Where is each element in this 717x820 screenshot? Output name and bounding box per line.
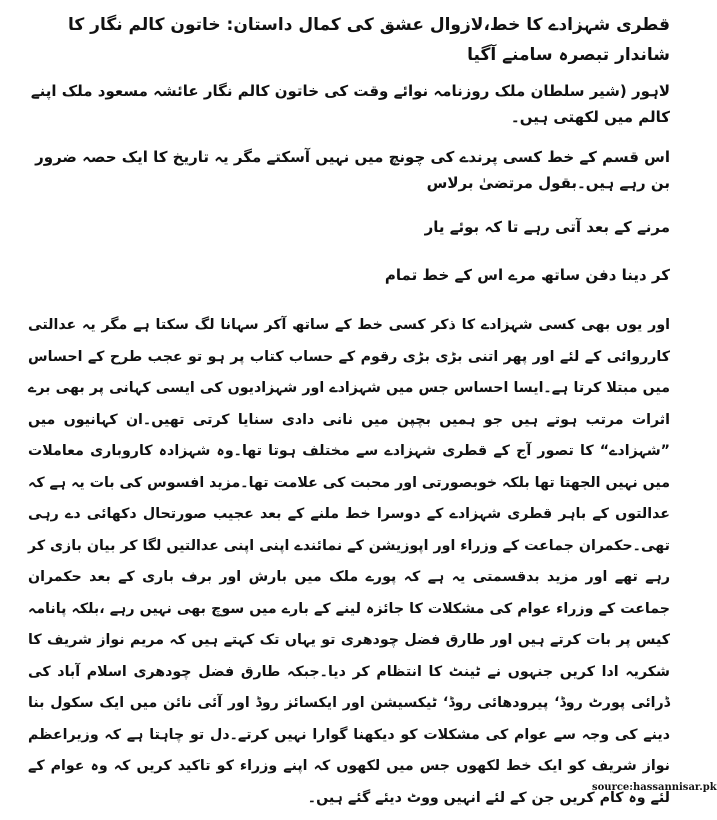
article-body [28, 10, 670, 814]
verse-line-2: کر دینا دفن ساتھ مرے اس کے خط تمام [384, 266, 670, 284]
article-title: قطری شہزادے کا خط،لازوال عشق کی کمال داستان: خاتون کالم نگار کا شاندار تبصرہ سامنے آگیا [67, 15, 670, 65]
verse-line-1: مرنے کے بعد آتی رہے تا کہ بوئے یار [424, 218, 670, 236]
intro-paragraph: اس قسم کے خط کسی پرندے کی چونچ میں نہیں آسکتے مگر یہ تاریخ کا ایک حصہ ضرور بن رہے ہیں۔بقول مرتضیٰ برلاس [35, 148, 670, 192]
main-paragraph: اور یوں بھی کسی شہزادے کا ذکر کسی خط کے ساتھ آکر سہانا لگ سکتا ہے مگر یہ عدالتی کارروائی کے لئے اور پھر اتنی بڑی بڑی رقوم کے حساب کتاب پر ہو تو عجب طرح کے احساس میں مبتلا کرتا ہے۔ایسا احساس جس میں شہزادے اور شہزادیوں کی ایسی کہانی پر بھی برے اثرات مرتب ہوتے ہیں جو ہمیں بچپن میں نانی دادی سنایا کرتی تھیں۔ان کہانیوں میں ”شہزادے“ کا تصور آج کے قطری شہزادے سے مختلف ہوتا تھا۔وہ شہزادہ کاروباری معاملات میں نہیں الجھتا تھا بلکہ خوبصورتی اور محبت کی علامت تھا۔مزید افسوس کی بات یہ ہے کہ عدالتوں کے باہر قطری شہزادے کے دوسرا خط ملنے کے بعد عجیب صورتحال دکھائی دے رہی تھی۔حکمران جماعت کے وزراء اور اپوزیشن کے نمائندے اپنی اپنی عدالتیں لگا کر بیان بازی کر رہے تھے اور مزید بدقسمتی یہ ہے کہ پورے ملک میں بارش اور برف باری کے بعد حکمران جماعت کے وزراء عوام کی مشکلات کا جائزہ لینے کے بارے میں سوچ بھی نہیں رہے ،بلکہ پانامہ کیس پر بات کرتے ہیں اور طارق فضل چودھری تو یہاں تک کہتے ہیں کہ مریم نواز شریف کا شکریہ ادا کریں جنہوں نے ٹینٹ کا انتظام کر دیا۔جبکہ طارق فضل چودھری اسلام آباد کی ڈرائی پورٹ روڈ‘ پیرودھائی روڈ‘ ٹیکسیشن اور ایکسائز روڈ اور آئی نائن میں ایک سکول بنا دینے کی وجہ سے عوام کی مشکلات کو دیکھنا گوارا نہیں کرتے۔دل تو چاہتا ہے کہ وزیراعظم نواز شریف کو ایک خط لکھوں جس میں لکھوں کہ اپنے وزراء کو تاکید کریں کہ وہ عوام کے لئے وہ کام کریں جن کے لئے انہیں ووٹ دیئے گئے ہیں۔ [28, 317, 670, 806]
article-byline: لاہور (شیر سلطان ملک روزنامہ نوائے وقت کی خاتون کالم نگار عائشہ مسعود ملک اپنے کالم میں لکھتی ہیں۔ [30, 82, 670, 126]
source-credit: source:hassannisar.pk [592, 782, 717, 793]
